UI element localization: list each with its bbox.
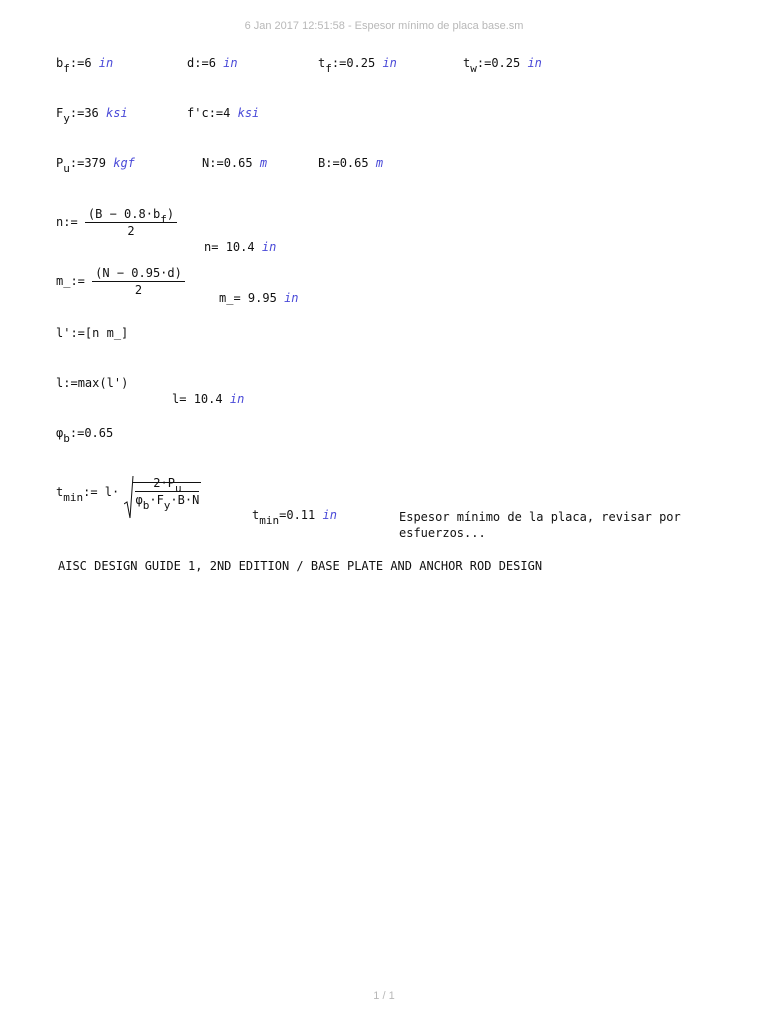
design-note-line-1: Espesor mínimo de la placa, revisar por (399, 510, 681, 524)
m-fraction: $\frac{(N - 0.95\cdot d)}{2}$ (92, 266, 185, 297)
fy-definition: Fy:=36 ksi (56, 106, 128, 125)
design-note-line-2: esfuerzos... (399, 526, 486, 540)
page-header-title: 6 Jan 2017 12:51:58 - Espesor mínimo de placa base.sm (244, 20, 524, 32)
tw-definition: tw:=0.25 in (463, 56, 542, 75)
reference-text: AISC DESIGN GUIDE 1, 2ND EDITION / BASE PLATE AND ANCHOR ROD DESIGN (58, 559, 543, 573)
l-formula: l:=max(l') (56, 376, 129, 390)
n-plate-definition: N:=0.65 m (202, 156, 268, 170)
l-prime-formula: l':=[n m_] (56, 326, 129, 340)
l-result: l= 10.4 in (172, 392, 245, 406)
design-note (399, 509, 681, 541)
d-definition: d:=6 in (187, 56, 238, 70)
tmin-fraction: $\frac{2\cdot Pu}{\varphi b\cdot Fy\cdot B\cdot N}$ (135, 476, 200, 512)
page-number: 1 / 1 (373, 990, 395, 1002)
tmin-result: tmin=0.11 in (252, 508, 337, 527)
tmin-formula: tmin:= l· $\frac{2\cdot Pu}{\varphi b\cdot Fy\cdot B\cdot N}$ (56, 476, 201, 507)
b-plate-definition: B:=0.65 m (318, 156, 384, 170)
n-fraction: $\frac{(B - 0.8\cdot bf)}{2}$ (85, 207, 177, 238)
pu-definition: Pu:=379 kgf (56, 156, 135, 175)
bf-definition: bf:=6 in (56, 56, 114, 75)
n-result: n= 10.4 in (204, 240, 277, 254)
m-formula: m_:= $\frac{(N - 0.95\cdot d)}{2}$ (56, 266, 185, 297)
tf-definition: tf:=0.25 in (318, 56, 397, 75)
m-result: m_= 9.95 in (219, 291, 299, 305)
n-formula: n:= $\frac{(B - 0.8\cdot bf)}{2}$ (56, 207, 177, 238)
phib-definition: φb:=0.65 (56, 426, 114, 445)
fc-definition: f'c:=4 ksi (187, 106, 260, 120)
